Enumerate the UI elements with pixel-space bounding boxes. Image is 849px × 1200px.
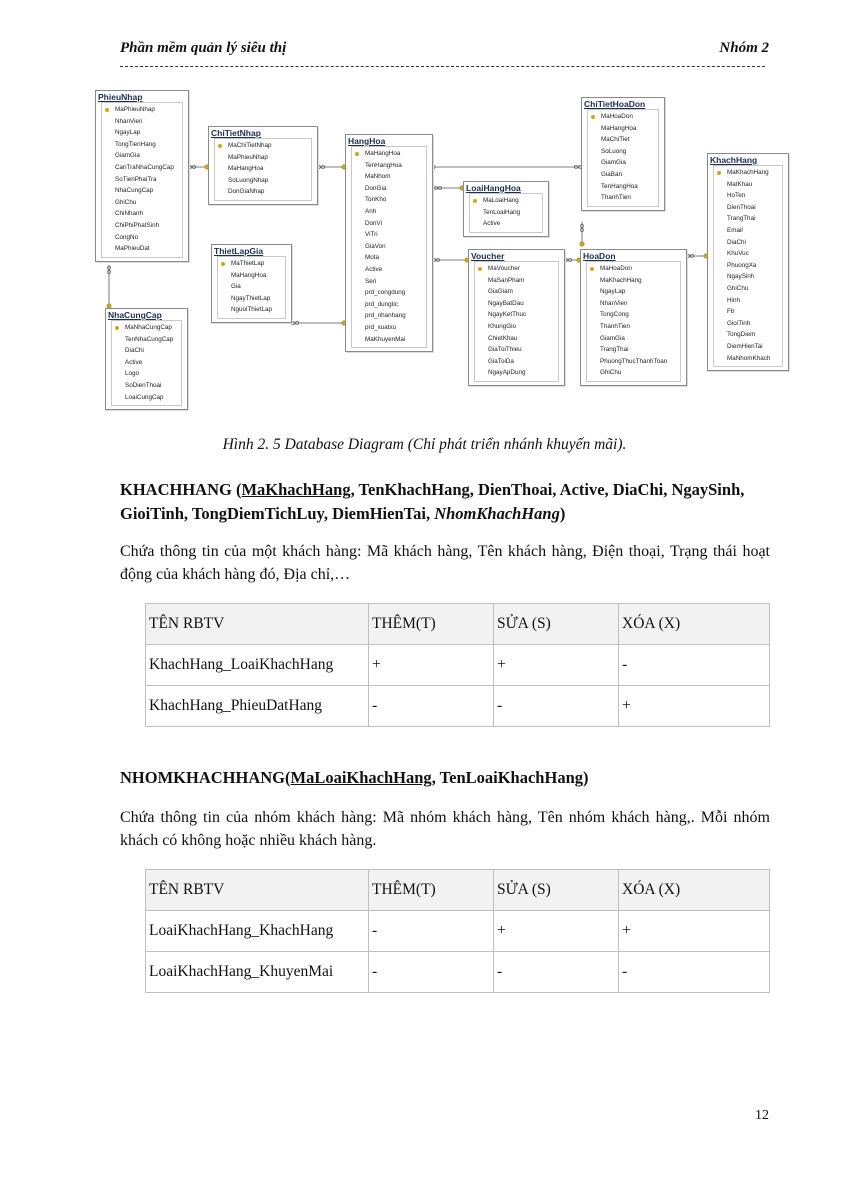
key-icon	[590, 267, 594, 271]
column: ViTri	[365, 231, 378, 239]
title-suffix: , TenLoaiKhachHang)	[431, 768, 589, 787]
header-cell: THÊM(T)	[369, 870, 494, 911]
table-title: LoaiHangHoa	[466, 183, 521, 193]
column-label: MaThietLap	[231, 260, 265, 267]
column: MaNhomKhach	[727, 354, 771, 362]
table-title: KhachHang	[710, 155, 758, 165]
key-icon	[115, 326, 119, 330]
column: prd_dungtic	[365, 300, 398, 308]
page-number: 12	[755, 1108, 769, 1123]
rbtv-table-khachhang	[145, 603, 770, 727]
column: prd_nhanhang	[365, 312, 406, 320]
column: DiaChi	[125, 347, 144, 355]
column: MaHangHoa	[601, 124, 637, 132]
column: Email	[727, 226, 743, 234]
primary-key-column	[352, 148, 426, 160]
column: ThanhTien	[600, 322, 630, 330]
column: Active	[125, 358, 143, 366]
primary-key-column	[714, 167, 782, 179]
header-cell: SỬA (S)	[494, 870, 619, 911]
table-row	[146, 911, 770, 952]
column: HoTen	[727, 192, 746, 200]
header-group: Nhóm 2	[719, 40, 769, 56]
column: GiaGiam	[488, 288, 513, 296]
table-cell: +	[494, 911, 619, 952]
table-cell: -	[619, 952, 770, 993]
table-row	[146, 952, 770, 993]
column: NgayLap	[600, 288, 626, 296]
column: SoLuongNhap	[228, 176, 269, 184]
column: GhiChu	[115, 198, 137, 206]
column: MaPhieuNhap	[228, 153, 268, 161]
table-header-row	[146, 604, 770, 645]
header-cell: THÊM(T)	[369, 604, 494, 645]
column-label: MaNhaCungCap	[125, 324, 172, 331]
table-cell: LoaiKhachHang_KhachHang	[146, 911, 369, 952]
column: ThanhTien	[601, 194, 631, 202]
column: NgayKetThuc	[488, 311, 527, 319]
header-cell: TÊN RBTV	[146, 870, 369, 911]
column: prd_congdung	[365, 289, 406, 297]
column-list	[214, 138, 312, 201]
table-hoadon	[580, 249, 687, 386]
column: CanTraNhaCungCap	[115, 163, 174, 171]
column: DiemHienTai	[727, 342, 763, 350]
column-list	[587, 109, 659, 207]
column-list	[217, 256, 286, 319]
table-title: HoaDon	[583, 251, 616, 261]
column: TongTienHang	[115, 140, 156, 148]
column: SoLuong	[601, 147, 627, 155]
header-cell: SỬA (S)	[494, 604, 619, 645]
column: Mota	[365, 254, 379, 262]
column-label: MaPhieuNhap	[115, 106, 155, 113]
table-cell: -	[494, 952, 619, 993]
column: TongDiem	[727, 331, 756, 339]
column: GiaBan	[601, 170, 623, 178]
column: CongNo	[115, 233, 139, 241]
primary-key: MaLoaiKhachHang	[290, 768, 432, 787]
primary-key-column	[470, 195, 542, 207]
rbtv-table-nhomkhachhang	[145, 869, 770, 993]
key-icon	[218, 144, 222, 148]
column: Gia	[231, 283, 241, 291]
column: TrangThai	[727, 215, 756, 223]
column: NhanVien	[600, 299, 628, 307]
column-label: MaChiTietNhap	[228, 142, 272, 149]
column: GiamGia	[115, 152, 140, 160]
column: NhaCungCap	[115, 187, 154, 195]
key-icon	[717, 171, 721, 175]
header-title: Phần mềm quản lý siêu thị	[120, 40, 287, 56]
column: PhuongThucThanhToan	[600, 357, 668, 365]
section-khachhang-description: Chứa thông tin của một khách hàng: Mã khách hàng, Tên khách hàng, Điện thoại, Trạng thái hoạt động của khách hàng đó, Địa chỉ,…	[120, 543, 770, 583]
column: TenHangHoa	[601, 182, 638, 190]
key-icon	[355, 152, 359, 156]
column: DiaChi	[727, 238, 746, 246]
column: NguoiThietLap	[231, 306, 272, 314]
column-list	[469, 193, 543, 233]
primary-key-column	[102, 104, 182, 116]
table-cell: LoaiKhachHang_KhuyenMai	[146, 952, 369, 993]
section-nhomkhachhang-title	[120, 766, 770, 790]
column: LoaiCungCap	[125, 393, 164, 401]
column: GhiChu	[600, 369, 622, 377]
column: NgaySinh	[727, 273, 755, 281]
key-icon	[478, 267, 482, 271]
column: GioiTinh	[727, 319, 751, 327]
header-divider	[120, 66, 765, 67]
table-thietlapgia	[211, 244, 292, 323]
column: TenNhaCungCap	[125, 335, 174, 343]
table-cell: -	[369, 952, 494, 993]
column: ChiPhiPhatSinh	[115, 221, 160, 229]
column: TenLoaiHang	[483, 208, 521, 216]
primary-key-column	[588, 111, 658, 123]
primary-key-column	[215, 140, 311, 152]
key-icon	[105, 108, 109, 112]
table-row	[146, 645, 770, 686]
column: MaNhom	[365, 173, 391, 181]
column-list	[101, 102, 183, 258]
primary-key-column	[587, 263, 680, 275]
title-prefix: NHOMKHACHHANG(	[120, 768, 291, 787]
column: GiamGia	[601, 159, 626, 167]
column: ChiNhanh	[115, 210, 144, 218]
table-loaihanghoa	[463, 181, 549, 237]
table-cell: +	[369, 645, 494, 686]
table-phieunhap	[95, 90, 189, 262]
primary-key-column	[218, 258, 285, 270]
column: Active	[365, 265, 383, 273]
column-list	[111, 320, 182, 406]
column: Active	[483, 220, 501, 228]
header-cell: TÊN RBTV	[146, 604, 369, 645]
key-icon	[591, 115, 595, 119]
column: GiaVon	[365, 242, 386, 250]
table-title: ThietLapGia	[214, 246, 264, 256]
table-hanghoa	[345, 134, 433, 352]
column: NgayLap	[115, 129, 141, 137]
column: Fb	[727, 308, 735, 316]
table-khachhang	[707, 153, 789, 371]
column: GhiChu	[727, 284, 749, 292]
column-label: MaKhachHang	[727, 169, 769, 176]
column: DienThoai	[727, 203, 756, 211]
column: MaPhieuDat	[115, 245, 150, 253]
table-cell: +	[494, 645, 619, 686]
column: MaHangHoa	[228, 165, 264, 173]
title-suffix: )	[559, 504, 566, 523]
column: Logo	[125, 370, 140, 378]
section-khachhang-title	[120, 478, 770, 526]
column-label: MaVoucher	[488, 265, 520, 272]
column: KhuVuc	[727, 250, 749, 258]
table-header-row	[146, 870, 770, 911]
column-label: MaHoaDon	[601, 113, 633, 120]
table-row	[146, 686, 770, 727]
table-cell: -	[369, 686, 494, 727]
column: Hinh	[727, 296, 740, 304]
table-title: HangHoa	[348, 136, 386, 146]
table-cell: -	[619, 645, 770, 686]
table-cell: KhachHang_PhieuDatHang	[146, 686, 369, 727]
table-cell: +	[619, 686, 770, 727]
column: MaHangHoa	[231, 271, 267, 279]
column: NhanVien	[115, 117, 143, 125]
column: MatKhau	[727, 180, 753, 188]
column: NgayApDung	[488, 369, 526, 377]
column-label: MaHangHoa	[365, 150, 401, 157]
table-cell: -	[369, 911, 494, 952]
table-title: ChiTietHoaDon	[584, 99, 646, 109]
column: MaKhuyenMai	[365, 335, 406, 343]
column: SoDienThoai	[125, 381, 162, 389]
column: GiaToiDa	[488, 357, 514, 365]
table-cell: KhachHang_LoaiKhachHang	[146, 645, 369, 686]
table-chitiethoadon	[581, 97, 665, 211]
column-list	[474, 261, 559, 382]
column-list	[713, 165, 783, 367]
table-title: NhaCungCap	[108, 310, 162, 320]
key-icon	[221, 262, 225, 266]
column: MaChiTiet	[601, 136, 630, 144]
table-cell: -	[494, 686, 619, 727]
column-label: MaLoaiHang	[483, 197, 519, 204]
column: KhungGio	[488, 322, 517, 330]
column: DonGiaNhap	[228, 188, 265, 196]
column: Seri	[365, 277, 377, 285]
column: MaKhachHang	[600, 276, 642, 284]
primary-key-column	[475, 263, 558, 275]
section-nhomkhachhang-description: Chứa thông tin của nhóm khách hàng: Mã nhóm khách hàng, Tên nhóm khách hàng,. Mỗi nhóm khách có không hoặc nhiều khách hàng.	[120, 809, 770, 849]
table-title: PhieuNhap	[98, 92, 143, 102]
column: DonGia	[365, 184, 387, 192]
figure-caption: Hình 2. 5 Database Diagram (Chỉ phát triển nhánh khuyến mãi).	[222, 436, 627, 453]
column-label: MaHoaDon	[600, 265, 632, 272]
column: MaSanPham	[488, 276, 525, 284]
column: prd_xuatxu	[365, 323, 397, 331]
column: PhuongXa	[727, 261, 757, 269]
key-icon	[473, 199, 477, 203]
primary-key: MaKhachHang	[241, 480, 351, 499]
column: TenHangHoa	[365, 161, 402, 169]
column: TonKho	[365, 196, 387, 204]
table-voucher	[468, 249, 565, 386]
column: Anh	[365, 207, 377, 215]
title-prefix: KHACHHANG (	[120, 480, 242, 499]
table-nhacungcap	[105, 308, 188, 410]
database-diagram	[95, 85, 775, 415]
foreign-key: NhomKhachHang	[434, 504, 560, 523]
column-list	[351, 146, 427, 348]
column: TongCong	[600, 311, 629, 319]
header-cell: XÓA (X)	[619, 870, 770, 911]
column: ChietKhau	[488, 334, 518, 342]
column: NgayThietLap	[231, 294, 271, 302]
column: NgayBatDau	[488, 299, 524, 307]
header-cell: XÓA (X)	[619, 604, 770, 645]
column: SoTienPhaiTra	[115, 175, 157, 183]
table-title: Voucher	[471, 251, 505, 261]
primary-key-column	[112, 322, 181, 334]
title-attributes: , TenKhachHang, DienThoai, Active, DiaChi, NgaySinh, GioiTinh, TongDiemTichLuy, DiemHienTai,	[120, 480, 745, 523]
table-cell: +	[619, 911, 770, 952]
column: GiamGia	[600, 334, 625, 342]
column-list	[586, 261, 681, 382]
column: DonVi	[365, 219, 383, 227]
column: GiaToiThieu	[488, 346, 522, 354]
table-title: ChiTietNhap	[211, 128, 261, 138]
table-chitietnhap	[208, 126, 318, 205]
column: TrangThai	[600, 346, 629, 354]
